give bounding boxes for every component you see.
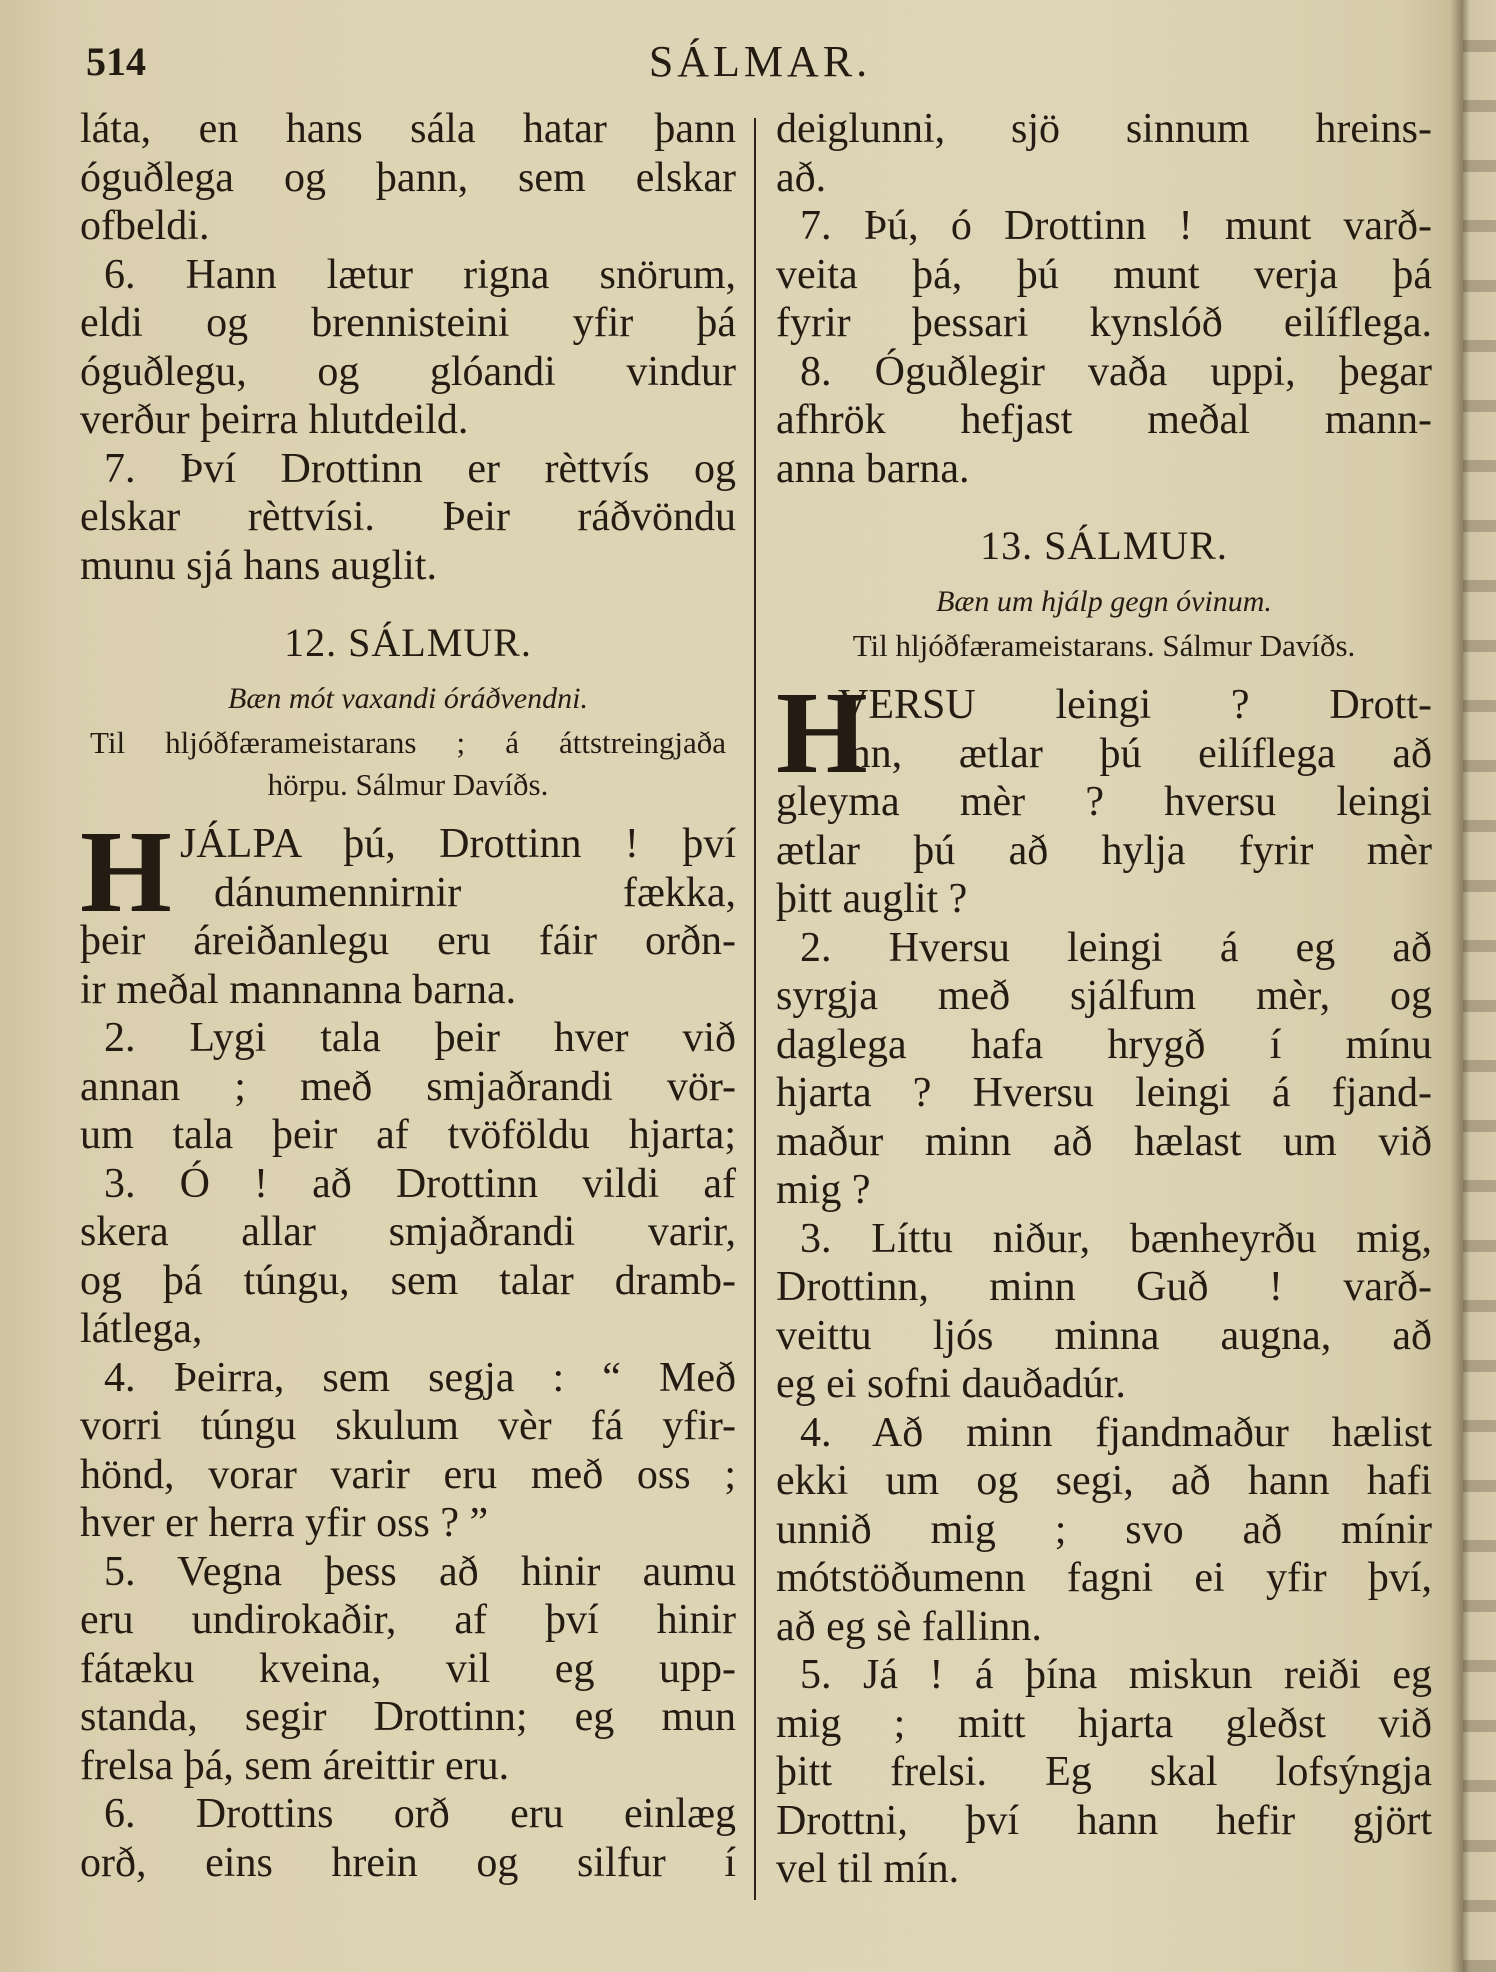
text-line: syrgja með sjálfum mèr, og xyxy=(776,973,1432,1019)
text-line: ekki um og segi, að hann hafi xyxy=(776,1458,1432,1504)
text-line: orð, eins hrein og silfur í xyxy=(80,1839,736,1886)
text-line: 6. Hann lætur rigna snörum, xyxy=(104,251,736,298)
text-line: og þá túngu, sem talar dramb- xyxy=(80,1257,736,1304)
verse-paragraph-opening xyxy=(776,667,1432,924)
verse-paragraph xyxy=(776,1215,1432,1409)
text-line: vorri túngu skulum vèr fá yfir- xyxy=(80,1403,736,1449)
verse-paragraph xyxy=(80,1014,736,1160)
psalm-subtitle: Bæn mót vaxandi óráðvendni. xyxy=(228,682,588,715)
text-line: mig ? xyxy=(776,1167,871,1213)
text-line: elskar rèttvísi. Þeir ráðvöndu xyxy=(80,494,736,540)
text-line: unnið mig ; svo að mínir xyxy=(776,1506,1432,1553)
column-divider xyxy=(754,118,756,1900)
verse-paragraph xyxy=(776,348,1432,494)
text-line: gleyma mèr ? hversu leingi xyxy=(776,779,1432,825)
text-line: dánumennirnir fækka, xyxy=(214,869,736,916)
drop-cap-initial: H xyxy=(80,806,172,937)
text-line: ir meðal mannanna barna. xyxy=(80,966,517,1013)
text-line: daglega hafa hrygð í mínu xyxy=(776,1021,1432,1068)
text-line: hver er herra yfir oss ? ” xyxy=(80,1500,489,1546)
text-line: annan ; með smjaðrandi vör- xyxy=(80,1063,736,1110)
verse-paragraph xyxy=(80,105,736,251)
text-line: 6. Drottins orð eru einlæg xyxy=(104,1791,736,1837)
verse-paragraph xyxy=(776,1409,1432,1652)
verse-paragraph xyxy=(776,924,1432,1215)
text-line: láta, en hans sála hatar þann xyxy=(80,106,736,152)
verse-paragraph xyxy=(80,251,736,445)
text-line: veita þá, þú munt verja þá xyxy=(776,251,1432,298)
psalm-superscription xyxy=(776,625,1432,667)
psalm-subtitle: Bæn um hjálp gegn óvinum. xyxy=(936,585,1272,618)
text-line: 7. Því Drottinn er rèttvís og xyxy=(104,445,736,492)
verse-paragraph xyxy=(80,1354,736,1548)
text-line: mótstöðumenn fagni ei yfir því, xyxy=(776,1555,1432,1601)
text-line: fyrir þessari kynslóð eilíflega. xyxy=(776,300,1432,346)
superscription-line: hörpu. Sálmur Davíðs. xyxy=(267,767,549,802)
verse-paragraph xyxy=(80,1790,736,1887)
text-line: inn, ætlar þú eilíflega að xyxy=(838,730,1432,777)
verse-paragraph-opening xyxy=(80,806,736,1014)
text-line: 2. Lygi tala þeir hver við xyxy=(104,1015,736,1061)
text-line: ætlar þú að hylja fyrir mèr xyxy=(776,827,1432,874)
verse-paragraph xyxy=(80,445,736,591)
text-line: veittu ljós minna augna, að xyxy=(776,1312,1432,1359)
drop-cap-initial: H xyxy=(776,667,868,798)
text-line: hönd, vorar varir eru með oss ; xyxy=(80,1451,736,1498)
verse-paragraph xyxy=(776,202,1432,348)
text-line: eldi og brennisteini yfir þá xyxy=(80,300,736,346)
text-line: eru undirokaðir, af því hinir xyxy=(80,1597,736,1643)
text-line: standa, segir Drottinn; eg mun xyxy=(80,1694,736,1740)
left-column xyxy=(80,105,736,1887)
text-line: JÁLPA þú, Drottinn ! því xyxy=(180,821,736,867)
right-column xyxy=(776,105,1432,1894)
text-line: látlega, xyxy=(80,1306,203,1352)
text-line: óguðlega og þann, sem elskar xyxy=(80,154,736,201)
text-line: þeir áreiðanlegu eru fáir orðn- xyxy=(80,918,736,964)
text-line: um tala þeir af tvöföldu hjarta; xyxy=(80,1112,736,1158)
text-line: 7. Þú, ó Drottinn ! munt varð- xyxy=(800,203,1432,249)
text-line: anna barna. xyxy=(776,445,970,492)
verse-paragraph xyxy=(776,1651,1432,1894)
verse-paragraph xyxy=(776,105,1432,202)
verse-paragraph xyxy=(80,1548,736,1791)
page-number: 514 xyxy=(86,39,146,84)
text-line: skera allar smjaðrandi varir, xyxy=(80,1209,736,1255)
text-line: deiglunni, sjö sinnum hreins- xyxy=(776,106,1432,152)
running-title: SÁLMAR. xyxy=(648,37,872,86)
text-line: eg ei sofni dauðadúr. xyxy=(776,1361,1126,1407)
text-line: Drottinn, minn Guð ! varð- xyxy=(776,1264,1432,1310)
text-line: 5. Vegna þess að hinir aumu xyxy=(104,1548,736,1595)
text-line: ofbeldi. xyxy=(80,203,210,249)
psalm-heading: 13. SÁLMUR. xyxy=(980,523,1228,568)
text-line: þitt frelsi. Eg skal lofsýngja xyxy=(776,1749,1432,1795)
text-line: fátæku kveina, vil eg upp- xyxy=(80,1645,736,1692)
superscription-line: Til hljóðfærameistarans. Sálmur Davíðs. xyxy=(852,628,1356,663)
text-line: VERSU leingi ? Drott- xyxy=(838,682,1432,728)
text-line: vel til mín. xyxy=(776,1846,960,1892)
adjacent-page-edge xyxy=(1463,0,1496,1972)
text-line: munu sjá hans auglit. xyxy=(80,542,437,589)
text-line: að eg sè fallinn. xyxy=(776,1603,1042,1650)
text-line: hjarta ? Hversu leingi á fjand- xyxy=(776,1070,1432,1116)
text-line: mig ; mitt hjarta gleðst við xyxy=(776,1700,1432,1747)
text-line: að. xyxy=(776,154,827,201)
text-line: verður þeirra hlutdeild. xyxy=(80,397,469,443)
text-line: 4. Að minn fjandmaður hælist xyxy=(800,1409,1432,1456)
text-line: Drottni, því hann hefir gjört xyxy=(776,1797,1432,1844)
text-line: 3. Líttu niður, bænheyrðu mig, xyxy=(800,1215,1432,1262)
superscription-line: Til hljóðfærameistarans ; á áttstreingjaða xyxy=(90,725,726,760)
text-line: óguðlegu, og glóandi vindur xyxy=(80,348,736,395)
text-line: 4. Þeirra, sem segja : “ Með xyxy=(104,1354,736,1401)
text-line: 5. Já ! á þína miskun reiði eg xyxy=(800,1652,1432,1698)
text-line: 3. Ó ! að Drottinn vildi af xyxy=(104,1160,736,1207)
text-line: 8. Óguðlegir vaða uppi, þegar xyxy=(800,348,1432,395)
text-line: 2. Hversu leingi á eg að xyxy=(800,924,1432,971)
verse-paragraph xyxy=(80,1160,736,1354)
psalm-superscription xyxy=(80,722,736,806)
text-line: þitt auglit ? xyxy=(776,876,968,922)
text-line: maður minn að hælast um við xyxy=(776,1118,1432,1165)
text-line: frelsa þá, sem áreittir eru. xyxy=(80,1742,510,1789)
psalm-heading: 12. SÁLMUR. xyxy=(284,620,532,665)
text-line: afhrök hefjast meðal mann- xyxy=(776,397,1432,443)
